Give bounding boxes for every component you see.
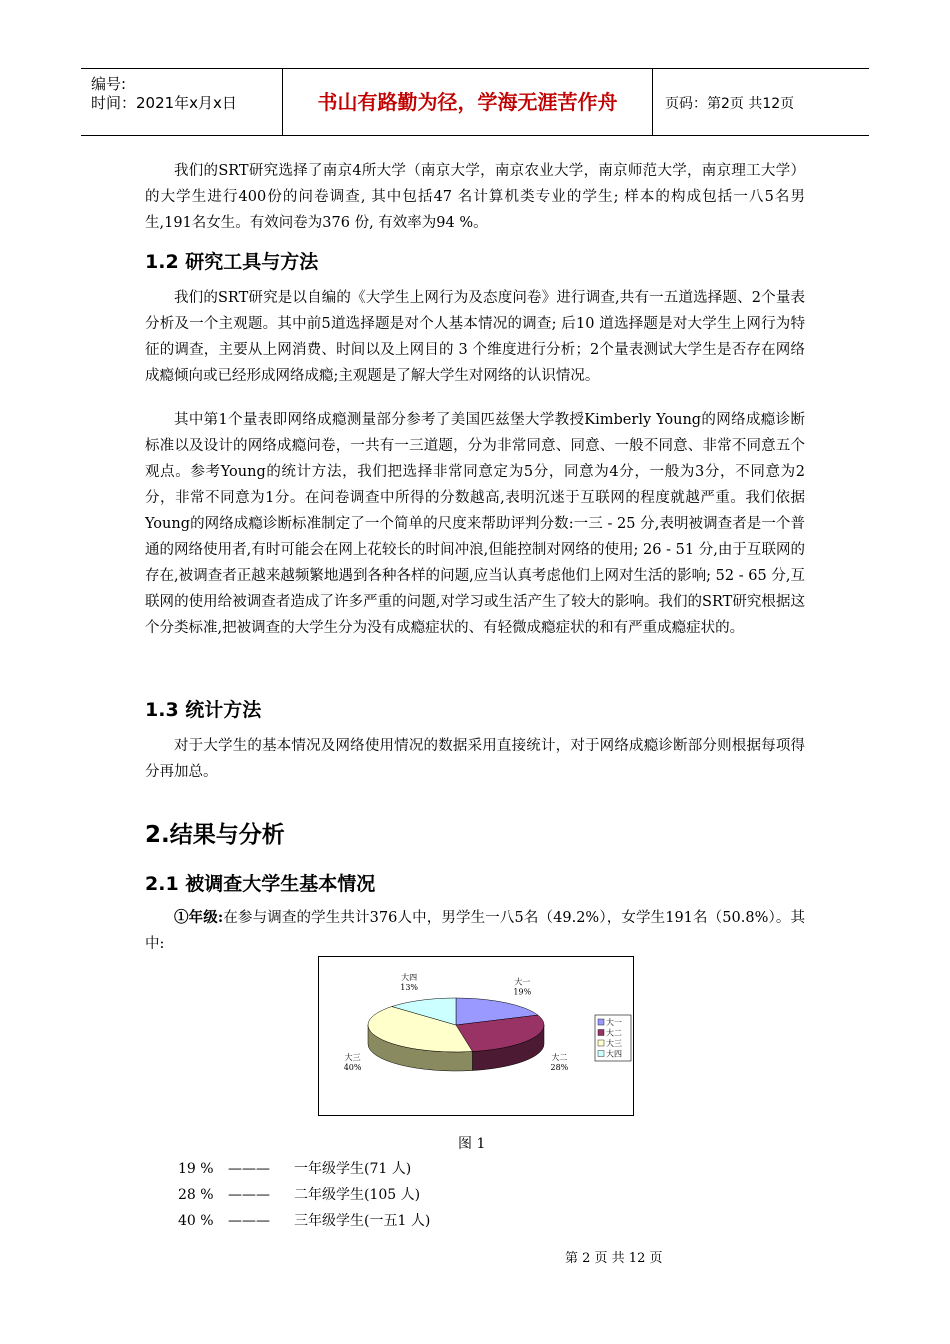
legend-entry: 大二 — [606, 1028, 622, 1038]
paragraph-statistics: 对于大学生的基本情况及网络使用情况的数据采用直接统计，对于网络成瘾诊断部分则根据每项得分再加总。 — [145, 738, 805, 780]
legend-entry: 大三 — [606, 1039, 622, 1048]
pie-label-value: 40% — [343, 1063, 362, 1073]
grade-line-pct: 40 % — [178, 1213, 214, 1229]
legend-swatch — [598, 1030, 604, 1036]
grade-line-1 — [178, 1158, 411, 1178]
grade-line-desc: 二年级学生(105 人) — [294, 1187, 421, 1203]
number-label: 编号: — [91, 75, 127, 93]
grade-line-dash: ——— — [228, 1213, 270, 1229]
pie-label-category: 大四 — [401, 973, 418, 983]
grade-line-2 — [178, 1184, 420, 1204]
grade-label: ①年级: — [174, 909, 224, 926]
legend-swatch — [598, 1051, 604, 1057]
page-header — [81, 68, 869, 136]
header-page-info: 页码：第2页 共12页 — [665, 96, 795, 112]
grade-line-pct: 28 % — [178, 1187, 214, 1203]
grade-line-dash: ——— — [228, 1187, 270, 1203]
header-meta-cell — [81, 69, 283, 135]
grade-line-pct: 19 % — [178, 1161, 214, 1177]
heading-1-2: 1.2 研究工具与方法 — [145, 251, 319, 273]
legend-swatch — [598, 1040, 604, 1046]
heading-1-3: 1.3 统计方法 — [145, 699, 262, 721]
grade-line-dash: ——— — [228, 1161, 270, 1177]
pie-label-category: 大一 — [514, 977, 531, 987]
legend-entry: 大一 — [606, 1018, 622, 1027]
pie-label-value: 19% — [513, 987, 532, 997]
paragraph-sample: 我们的SRT研究选择了南京4所大学（南京大学，南京农业大学，南京师范大学，南京理工大学）的大学生进行400份的问卷调查, 其中包括47 名计算机类专业的学生; 样本的构成包括一八5名男生,191名女生。有效问卷为376 份, 有效率为94 %。 — [145, 163, 805, 231]
heading-2-1: 2.1 被调查大学生基本情况 — [145, 873, 376, 895]
grade-line-desc: 一年级学生(71 人) — [294, 1161, 412, 1177]
paragraph-tools: 我们的SRT研究是以自编的《大学生上网行为及态度问卷》进行调查,共有一五道选择题、2个量表分析及一个主观题。其中前5道选择题是对个人基本情况的调查; 后10 道选择题是对大学生上网行为特征的调查，主要从上网消费、时间以及上网目的 3 个维度进行分析；2个量表测试大学生是否存在网络成瘾倾向或已经形成网络成瘾;主观题是了解大学生对网络的认识情况。 — [145, 290, 805, 384]
grade-text: 在参与调查的学生共计376人中，男学生一八5名（49.2%），女学生191名（50.8%）。其中: — [145, 910, 805, 952]
pie-label-value: 28% — [550, 1063, 569, 1073]
time-label: 时间：2021年x月x日 — [91, 94, 237, 112]
header-motto: 书山有路勤为径，学海无涯苦作舟 — [283, 69, 653, 135]
pie-chart-svg — [319, 957, 633, 1115]
grade-line-desc: 三年级学生(一五1 人) — [294, 1213, 431, 1229]
legend-entry: 大四 — [606, 1049, 622, 1059]
paragraph-scale: 其中第1个量表即网络成瘾测量部分参考了美国匹兹堡大学教授Kimberly Young的网络成瘾诊断标准以及设计的网络成瘾问卷，一共有一三道题，分为非常同意、同意、一般不同意、非常不同意五个观点。参考Young的统计方法，我们把选择非常同意定为5分，同意为4分，一般为3分，不同意为2分，非常不同意为1分。在问卷调查中所得的分数越高,表明沉迷于互联网的程度就越严重。我们依据Young的网络成瘾诊断标准制定了一个简单的尺度来帮助评判分数:一三 - 25 分,表明被调查者是一个普通的网络使用者,有时可能会在网上花较长的时间冲浪,但能控制对网络的使用; 26 - 51 分,由于互联网的存在,被调查者正越来越频繁地遇到各种各样的问题,应当认真考虑他们上网对生活的影响; 52 - 65 分,互联网的使用给被调查者造成了许多严重的问题,对学习或生活产生了较大的影响。我们的SRT研究根据这个分类标准,把被调查的大学生分为没有成瘾症状的、有轻微成瘾症状的和有严重成瘾症状的。 — [145, 412, 805, 636]
paragraph-grade — [145, 905, 805, 957]
legend-swatch — [598, 1019, 604, 1025]
pie-label-category: 大三 — [344, 1053, 361, 1063]
figure-caption: 图 1 — [458, 1136, 486, 1152]
heading-2: 2.结果与分析 — [145, 822, 285, 848]
page-footer: 第 2 页 共 12 页 — [565, 1251, 663, 1266]
grade-line-3 — [178, 1210, 430, 1230]
pie-label-category: 大二 — [551, 1053, 568, 1063]
pie-chart — [318, 956, 634, 1116]
pie-label-value: 13% — [400, 983, 419, 993]
